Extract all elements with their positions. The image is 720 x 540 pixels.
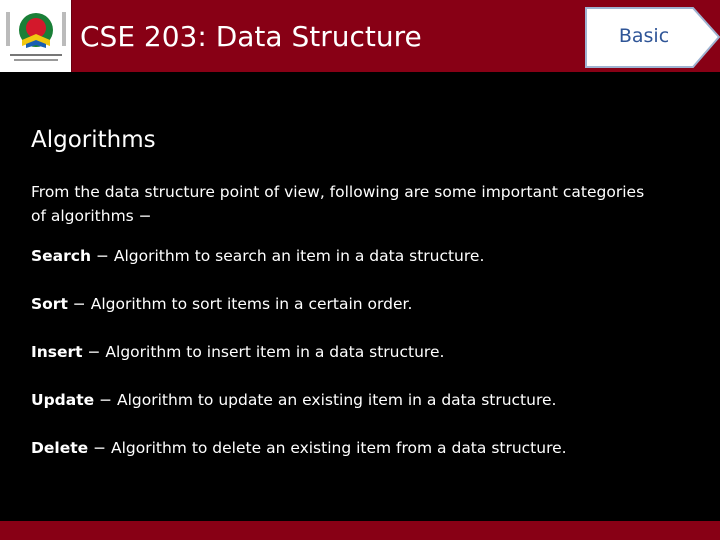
slide-title: CSE 203: Data Structure bbox=[80, 20, 422, 53]
term-description: − Algorithm to sort items in a certain order. bbox=[67, 295, 413, 313]
term-label: Update bbox=[31, 391, 95, 409]
university-logo bbox=[0, 0, 72, 72]
list-item-insert bbox=[31, 340, 651, 364]
list-item-delete bbox=[31, 436, 651, 460]
logo-emblem-icon bbox=[0, 0, 72, 72]
term-description: − Algorithm to insert item in a data structure. bbox=[82, 343, 445, 361]
term-label: Search bbox=[31, 247, 92, 265]
term-label: Delete bbox=[31, 439, 89, 457]
badge-basic bbox=[585, 7, 720, 68]
list-item-sort bbox=[31, 292, 651, 316]
section-heading: Algorithms bbox=[31, 127, 156, 153]
term-description: − Algorithm to search an item in a data structure. bbox=[91, 247, 485, 265]
header-bar bbox=[0, 0, 720, 72]
intro-paragraph: From the data structure point of view, following are some important categories of algorithms − bbox=[31, 183, 645, 225]
term-description: − Algorithm to update an existing item in a data structure. bbox=[94, 391, 557, 409]
badge-label: Basic bbox=[618, 25, 670, 47]
list-item-update bbox=[31, 388, 651, 412]
slide-content bbox=[31, 124, 651, 484]
term-description: − Algorithm to delete an existing item from a data structure. bbox=[88, 439, 567, 457]
list-item-search bbox=[31, 244, 651, 268]
footer-bar bbox=[0, 521, 720, 540]
term-label: Sort bbox=[31, 295, 68, 313]
term-label: Insert bbox=[31, 343, 83, 361]
